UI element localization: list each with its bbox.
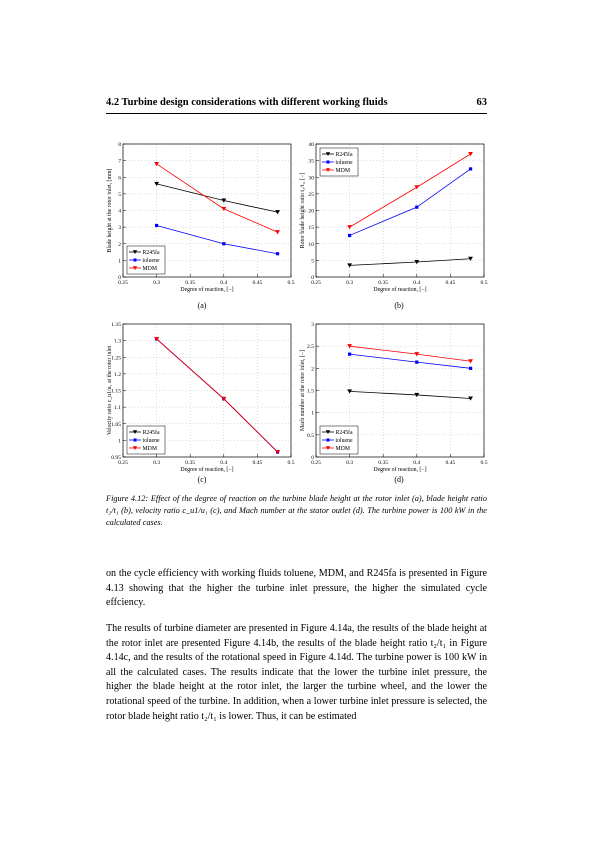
y-tick-label: 20 (308, 208, 314, 215)
chart-legend (320, 148, 358, 176)
y-tick-label: 7 (118, 158, 121, 165)
series-line-mdm (157, 164, 278, 232)
data-point-toluene (469, 167, 472, 170)
header-rule (106, 113, 487, 114)
series-line-mdm (157, 339, 278, 452)
panel-label-a: (a) (197, 301, 207, 310)
x-tick-label: 0.5 (480, 460, 488, 466)
data-point-toluene (222, 242, 225, 245)
data-point-mdm (347, 225, 352, 229)
x-tick-label: 0.4 (220, 280, 228, 286)
y-tick-label: 1.25 (111, 355, 121, 362)
legend-label: R245fa (142, 250, 160, 256)
chart-legend (127, 246, 165, 274)
legend-label: toluene (142, 438, 160, 444)
body-paragraph-1: on the cycle efficiency with working fluids toluene, MDM, and R245fa is presented in Figure 4.13 showing that the higher the turbine inlet pressure, the higher the simulated cycle effciency. (106, 568, 487, 609)
data-point-mdm (414, 185, 419, 189)
legend-label: R245fa (335, 152, 353, 158)
x-tick-label: 0.3 (346, 460, 354, 466)
x-tick-label: 0.25 (311, 460, 321, 466)
legend-marker (327, 439, 330, 442)
x-axis-label: Degree of reaction, [−] (373, 467, 427, 473)
section-title: 4.2 Turbine design considerations with different working fluids (106, 97, 388, 108)
y-tick-label: 0 (311, 275, 314, 281)
y-tick-label: 0 (118, 275, 121, 281)
y-tick-label: 35 (308, 158, 314, 165)
y-tick-label: 5 (311, 258, 314, 265)
figure-panel-b (296, 140, 496, 300)
x-tick-label: 0.35 (378, 280, 389, 286)
data-point-toluene (348, 234, 351, 237)
x-tick-label: 0.5 (287, 460, 295, 466)
y-tick-label: 2 (311, 366, 314, 373)
chart-legend (320, 426, 358, 454)
legend-marker (134, 259, 137, 262)
panel-label-c: (c) (197, 475, 207, 484)
chart-svg (296, 140, 496, 300)
y-tick-label: 0 (311, 455, 314, 461)
legend-label: toluene (335, 160, 353, 166)
legend-label: toluene (142, 258, 160, 264)
x-tick-label: 0.45 (252, 460, 263, 466)
series-line-toluene (350, 354, 471, 368)
y-tick-label: 1.15 (111, 388, 121, 395)
legend-label: MDM (142, 446, 157, 452)
chart-svg (103, 320, 303, 480)
data-point-toluene (469, 367, 472, 370)
x-tick-label: 0.45 (445, 460, 456, 466)
figure-panel-c (103, 320, 303, 480)
data-point-toluene (348, 353, 351, 356)
y-tick-label: 3 (118, 225, 121, 232)
y-tick-label: 25 (308, 191, 314, 198)
y-tick-label: 4 (118, 208, 121, 215)
chart-legend (127, 426, 165, 454)
x-tick-label: 0.35 (185, 460, 196, 466)
legend-marker (134, 439, 137, 442)
x-tick-label: 0.4 (220, 460, 228, 466)
figure-panel-a (103, 140, 303, 300)
y-tick-label: 1.05 (111, 421, 121, 428)
y-tick-label: 0.95 (111, 455, 121, 461)
series-line-r245fa (157, 339, 278, 452)
y-tick-label: 1 (118, 258, 121, 265)
x-tick-label: 0.25 (118, 460, 128, 466)
data-point-toluene (415, 361, 418, 364)
x-tick-label: 0.45 (252, 280, 263, 286)
body-paragraph-2: The results of turbine diameter are presented in Figure 4.14a, the results of the blade height at the rotor inlet are presented Figure 4.14b, the results of the blade height ratio t₂/t₁ in Figure 4.14c, and the results of the rotational speed in Figure 4.14d. The turbine power is 100 kW in all the calculated cases. The results indicate that the lower the turbine inlet pressure, the higher the blade height at the rotor inlet, the larger the turbine wheel, and the lower the rotational speed of the turbine. In addition, when a lower turbine inlet pressure is selected, the rotor blade height ratio t₂/t₁ is lower. Thus, it can be estimated (106, 623, 487, 722)
data-point-mdm (275, 230, 280, 234)
legend-label: MDM (142, 266, 157, 272)
x-tick-label: 0.4 (413, 280, 421, 286)
x-tick-label: 0.4 (413, 460, 421, 466)
legend-label: R245fa (335, 430, 353, 436)
x-axis-label: Degree of reaction, [−] (373, 287, 427, 293)
x-axis-label: Degree of reaction, [−] (180, 467, 234, 473)
y-tick-label: 6 (118, 175, 121, 182)
series-line-toluene (350, 169, 471, 236)
y-axis-label: Blade height at the rotor inlet, [mm] (107, 168, 113, 253)
data-point-mdm (275, 450, 280, 454)
y-tick-label: 10 (308, 241, 314, 248)
y-tick-label: 2 (118, 241, 121, 248)
x-tick-label: 0.5 (480, 280, 488, 286)
data-point-toluene (155, 224, 158, 227)
x-tick-label: 0.45 (445, 280, 456, 286)
legend-label: MDM (335, 168, 350, 174)
y-tick-label: 15 (308, 225, 314, 232)
x-axis-label: Degree of reaction, [−] (180, 287, 234, 293)
series-line-r245fa (350, 391, 471, 398)
x-tick-label: 0.35 (378, 460, 389, 466)
legend-marker (327, 161, 330, 164)
x-tick-label: 0.5 (287, 280, 295, 286)
panel-label-d: (d) (394, 475, 404, 484)
y-tick-label: 40 (308, 142, 314, 148)
running-header (106, 97, 487, 113)
x-tick-label: 0.3 (153, 460, 161, 466)
y-axis-label: Velocity ratio c_u1/u₁ at the rotor inlet (107, 345, 113, 436)
page-number: 63 (476, 97, 487, 108)
y-tick-label: 1.35 (111, 322, 121, 328)
y-tick-label: 0.5 (307, 432, 314, 439)
y-axis-label: Rotor blade height ratio t₂/t₁, [−] (300, 172, 306, 249)
series-line-r245fa (350, 259, 471, 266)
x-tick-label: 0.3 (346, 280, 354, 286)
data-point-r245fa (275, 210, 280, 214)
series-line-toluene (157, 339, 278, 452)
figure-panel-d (296, 320, 496, 480)
x-tick-label: 0.25 (311, 280, 321, 286)
y-tick-label: 1.3 (114, 338, 121, 345)
y-axis-label: Mach number at the rotor inlet, [−] (300, 349, 306, 432)
series-line-toluene (157, 225, 278, 253)
y-tick-label: 3 (311, 322, 314, 328)
data-point-toluene (276, 252, 279, 255)
chart-svg (103, 140, 303, 300)
y-tick-label: 2.5 (307, 344, 314, 351)
x-tick-label: 0.25 (118, 280, 128, 286)
y-tick-label: 1.1 (114, 405, 121, 412)
legend-label: toluene (335, 438, 353, 444)
legend-label: MDM (335, 446, 350, 452)
legend-label: R245fa (142, 430, 160, 436)
series-line-mdm (350, 154, 471, 227)
panel-label-b: (b) (394, 301, 404, 310)
y-tick-label: 5 (118, 191, 121, 198)
figure-caption: Figure 4.12: Effect of the degree of reaction on the turbine blade height at the rotor inlet (a), blade height ratio t₂/t₁ (b), velocity ratio c_u1/u₁ (c), and Mach number at the stator outlet (d). The turbine power is 100 kW in the calculated cases. (106, 494, 487, 527)
x-tick-label: 0.3 (153, 280, 161, 286)
y-tick-label: 30 (308, 175, 314, 182)
y-tick-label: 1.2 (114, 371, 121, 378)
data-point-toluene (415, 206, 418, 209)
y-tick-label: 8 (118, 142, 121, 148)
data-point-mdm (468, 152, 473, 156)
series-line-r245fa (157, 184, 278, 212)
y-tick-label: 1.5 (307, 388, 314, 395)
y-tick-label: 1 (118, 438, 121, 445)
series-line-mdm (350, 346, 471, 361)
chart-svg (296, 320, 496, 480)
y-tick-label: 1 (311, 410, 314, 417)
x-tick-label: 0.35 (185, 280, 196, 286)
